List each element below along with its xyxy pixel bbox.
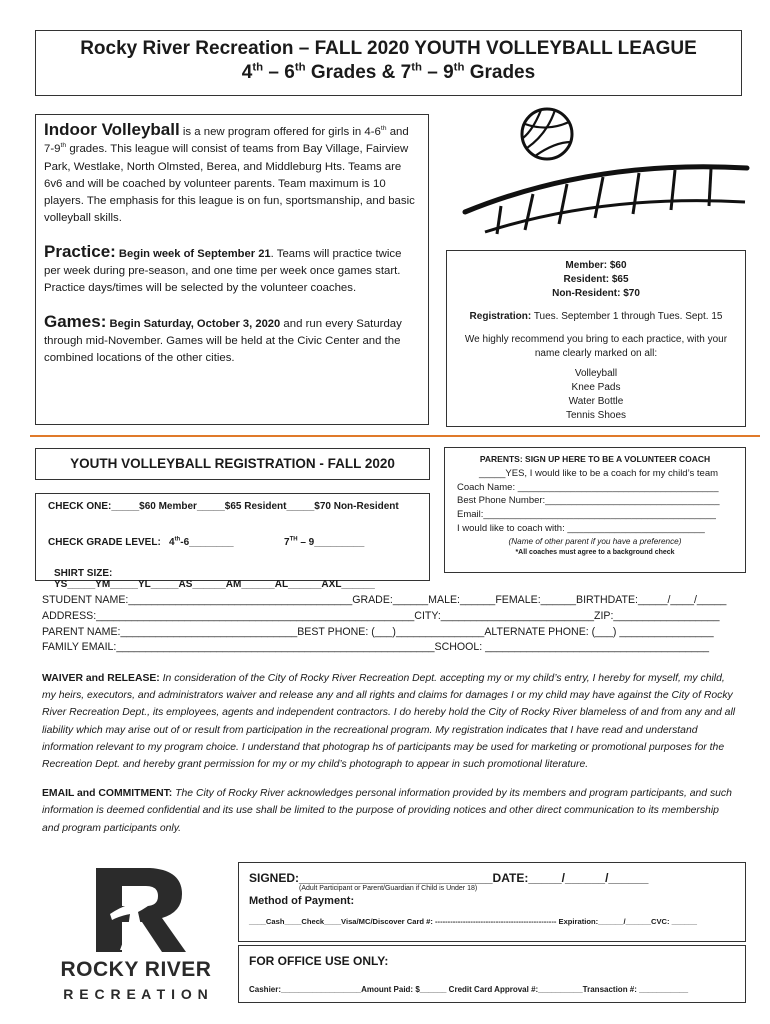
address-row[interactable]: ADDRESS:______________________________________________________CITY:__________________________ZIP:__________________ bbox=[42, 609, 720, 622]
grade-level-label: CHECK GRADE LEVEL: bbox=[48, 537, 161, 548]
recommend-text: We highly recommend you bring to each practice, with your name clearly marked on all: bbox=[464, 334, 728, 359]
payment-method-options[interactable]: ____Cash____Check____Visa/MC/Discover Card #: ------------------------------------------------ Expiration:______/______CVC: ______ bbox=[249, 917, 697, 926]
page-subtitle: 4th – 6th Grades & 7th – 9th Grades bbox=[241, 61, 536, 83]
coach-phone-field[interactable]: Best Phone Number:_________________________________ bbox=[457, 495, 720, 507]
waiver-paragraph: WAIVER and RELEASE: In consideration of the City of Rocky River Recreation Dept. accepting my or my child’s entry, I hereby for myself, my child, my heirs, executors, and administrators waiver and release any and all rights and claims for damages I or my child may have against the City of Rocky River Recreation Dept., its employees, agents and independent contractors. I do hereby hold the City of Rocky River blameless of and from any and all liability which may arise out of or result from participation in the recreational program. My registration indicates that I have read and understand information relevant to my program choice. I understand that photograp hs of participants may be used for marketing or promotional purposes for the Recreation Dept. and hereby grant permission for my or my child’s photograph to appear in such promotional literature. bbox=[42, 673, 736, 771]
coach-name-field[interactable]: Coach Name: ______________________________________ bbox=[457, 481, 719, 493]
email-commitment-paragraph: EMAIL and COMMITMENT: The City of Rocky River acknowledges personal information provided by its members and program participants, and such information is deemed confidential and its use shall be limited to the purpose of providing notices and other direct communication to its membership and program participants only. bbox=[42, 788, 732, 834]
signed-date-field[interactable]: SIGNED:_____________________________DATE:_____/______/______ bbox=[249, 871, 649, 885]
office-use-box bbox=[238, 945, 746, 1003]
coach-with-note: (Name of other parent if you have a preference) bbox=[508, 536, 682, 546]
registration-dates: Registration: Tues. September 1 through Tues. Sept. 15 bbox=[469, 311, 723, 322]
volunteer-yes[interactable]: _____YES, I would like to be a coach for my child’s team bbox=[479, 467, 719, 479]
fee-resident: Resident: $65 bbox=[563, 274, 629, 285]
equipment-item: Knee Pads bbox=[571, 382, 621, 393]
grade-option-4-6[interactable]: 4th-6________ bbox=[169, 536, 234, 548]
office-title: FOR OFFICE USE ONLY: bbox=[249, 954, 389, 968]
office-fields: Cashier:__________________Amount Paid: $______ Credit Card Approval #:__________Transaction #: ___________ bbox=[249, 985, 689, 994]
program-description bbox=[35, 114, 429, 425]
equipment-item: Tennis Shoes bbox=[565, 410, 627, 421]
signed-note: (Adult Participant or Parent/Guardian if Child is Under 18) bbox=[299, 885, 478, 892]
games-paragraph: Games: Begin Saturday, October 3, 2020 and run every Saturday through mid-November. Games will be held at the Civic Center and the combined locations of the other cities. bbox=[44, 311, 402, 365]
section-divider bbox=[30, 435, 760, 437]
background-check-note: *All coaches must agree to a background check bbox=[515, 548, 675, 556]
parent-name-row[interactable]: PARENT NAME:______________________________BEST PHONE: (___)_______________ALTERNATE PHONE: (___) ________________ bbox=[42, 625, 714, 638]
logo-wordmark: ROCKY RIVER R E C R E A T I O N bbox=[60, 958, 212, 1002]
student-name-row[interactable]: STUDENT NAME:______________________________________GRADE:______MALE:______FEMALE:______BIRTHDATE:_____/____/_____ bbox=[42, 594, 727, 606]
title-box bbox=[35, 30, 742, 96]
equipment-list bbox=[447, 367, 745, 423]
registration-title: YOUTH VOLLEYBALL REGISTRATION - FALL 2020 bbox=[35, 448, 430, 480]
student-info bbox=[42, 593, 742, 656]
page-title: Rocky River Recreation – FALL 2020 YOUTH VOLLEYBALL LEAGUE bbox=[80, 38, 697, 59]
coach-with-field[interactable]: I would like to coach with: __________________________ bbox=[457, 522, 705, 534]
fees-box bbox=[446, 250, 746, 427]
rocky-river-logo-icon bbox=[92, 866, 188, 954]
equipment-item: Water Bottle bbox=[568, 396, 624, 407]
family-email-row[interactable]: FAMILY EMAIL:______________________________________________________SCHOOL: ______________________________________ bbox=[42, 641, 710, 654]
coach-email-field[interactable]: Email:____________________________________________ bbox=[457, 509, 716, 521]
signature-box bbox=[238, 862, 746, 942]
practice-paragraph: Practice: Begin week of September 21. Teams will practice twice per week during pre-season, and one time per week once games start. Practice days/times will be selected by the volunteer coaches. bbox=[44, 241, 402, 295]
volleyball-net-icon bbox=[455, 104, 755, 244]
volunteer-title: PARENTS: SIGN UP HERE TO BE A VOLUNTEER COACH bbox=[479, 454, 711, 464]
membership-options[interactable]: CHECK ONE:_____$60 Member_____$65 Resident_____$70 Non-Resident bbox=[48, 501, 399, 512]
fee-member: Member: $60 bbox=[565, 260, 627, 271]
fee-non-resident: Non-Resident: $70 bbox=[552, 288, 640, 299]
volunteer-coach-box bbox=[444, 447, 746, 573]
check-one-box bbox=[35, 493, 430, 590]
equipment-item: Volleyball bbox=[574, 368, 618, 379]
shirt-size-options[interactable]: SHIRT SIZE: YS_____YM_____YL_____AS______AM______AL______AXL______ bbox=[54, 568, 375, 590]
payment-method-label: Method of Payment: bbox=[249, 895, 355, 907]
grade-option-7-9[interactable]: 7TH – 9_________ bbox=[284, 536, 365, 548]
waiver-section bbox=[42, 670, 738, 849]
intro-paragraph: Indoor Volleyball is a new program offered for girls in 4-6th and 7-9th grades. This league will consist of teams from Bay Village, Fairview Park, Westlake, North Olmsted, Berea, and Middleburg Hts. Teams are 6v6 and will be coached by volunteer parents. Team maximum is 10 players. The emphasis for this league is on fun, sportsmanship, and basic volleyball skills. bbox=[44, 120, 415, 225]
